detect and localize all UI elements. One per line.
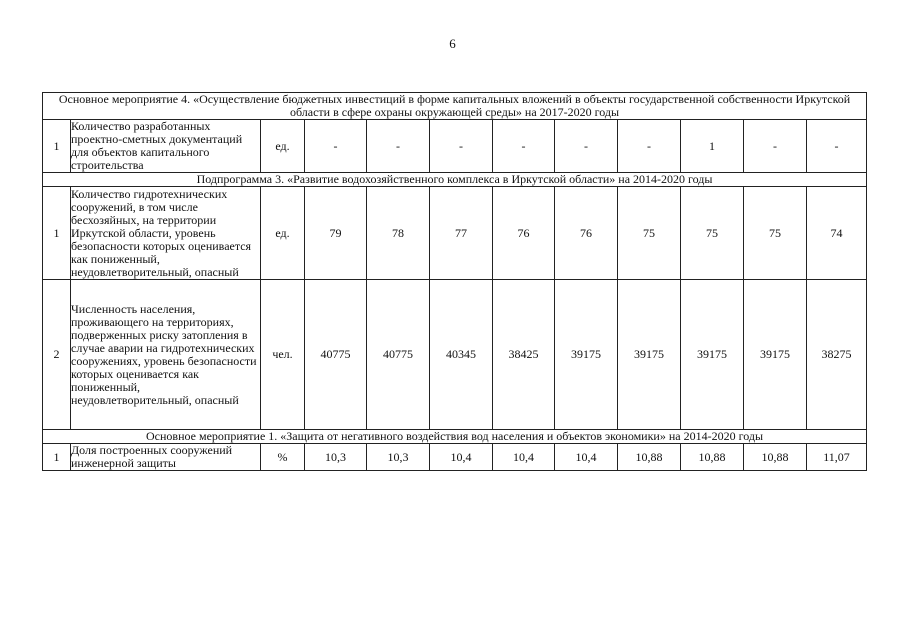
section-heading-row (43, 173, 867, 187)
value-cell: 76 (493, 187, 555, 280)
value-cell: 40775 (305, 280, 367, 430)
value-cell: 75 (618, 187, 681, 280)
value-cell: 76 (555, 187, 618, 280)
value-cell: - (618, 120, 681, 173)
value-cell: 10,4 (555, 444, 618, 471)
section-heading-row (43, 430, 867, 444)
value-cell: - (493, 120, 555, 173)
indicator-name: Количество разработанных проектно-сметных документаций для объектов капитального строительства (71, 120, 261, 173)
section-heading: Подпрограмма 3. «Развитие водохозяйственного комплекса в Иркутской области» на 2014-2020 годы (43, 173, 867, 187)
value-cell: - (430, 120, 493, 173)
value-cell: 40345 (430, 280, 493, 430)
value-cell: - (555, 120, 618, 173)
value-cell: 39175 (681, 280, 744, 430)
section-heading: Основное мероприятие 4. «Осуществление бюджетных инвестиций в форме капитальных вложений в объекты государственной собственности Иркутской области в сфере охраны окружающей среды» на 2017-2020 годы (43, 93, 867, 120)
page-number: 6 (449, 36, 456, 51)
value-cell: - (305, 120, 367, 173)
section-heading: Основное мероприятие 1. «Защита от негативного воздействия вод населения и объектов экономики» на 2014-2020 годы (43, 430, 867, 444)
table-row (43, 444, 867, 471)
value-cell: 39175 (744, 280, 807, 430)
value-cell: 40775 (367, 280, 430, 430)
indicator-name: Доля построенных сооружений инженерной защиты (71, 444, 261, 471)
value-cell: 39175 (555, 280, 618, 430)
value-cell: 10,88 (681, 444, 744, 471)
unit-cell: ед. (261, 120, 305, 173)
table-row (43, 187, 867, 280)
value-cell: 1 (681, 120, 744, 173)
value-cell: 79 (305, 187, 367, 280)
row-number: 1 (43, 187, 71, 280)
value-cell: 78 (367, 187, 430, 280)
value-cell: 75 (744, 187, 807, 280)
value-cell: 10,88 (618, 444, 681, 471)
value-cell: 10,4 (430, 444, 493, 471)
unit-cell: % (261, 444, 305, 471)
row-number: 1 (43, 444, 71, 471)
section-heading-row (43, 93, 867, 120)
value-cell: - (744, 120, 807, 173)
value-cell: 39175 (618, 280, 681, 430)
value-cell: 38275 (807, 280, 867, 430)
indicators-table (42, 92, 867, 471)
indicator-name: Количество гидротехнических сооружений, в том числе бесхозяйных, на территории Иркутской области, уровень безопасности которых оценивается как пониженный, неудовлетворительный, опасный (71, 187, 261, 280)
indicator-name: Численность населения, проживающего на территориях, подверженных риску затопления в случае аварии на гидротехнических сооружениях, уровень безопасности которых оценивается как пониженный, неудовлетворительный, опасный (71, 280, 261, 430)
value-cell: - (807, 120, 867, 173)
value-cell: 77 (430, 187, 493, 280)
value-cell: - (367, 120, 430, 173)
value-cell: 75 (681, 187, 744, 280)
value-cell: 10,88 (744, 444, 807, 471)
value-cell: 10,4 (493, 444, 555, 471)
value-cell: 10,3 (367, 444, 430, 471)
value-cell: 11,07 (807, 444, 867, 471)
unit-cell: ед. (261, 187, 305, 280)
value-cell: 38425 (493, 280, 555, 430)
table-row (43, 280, 867, 430)
unit-cell: чел. (261, 280, 305, 430)
row-number: 1 (43, 120, 71, 173)
value-cell: 10,3 (305, 444, 367, 471)
row-number: 2 (43, 280, 71, 430)
value-cell: 74 (807, 187, 867, 280)
table-row (43, 120, 867, 173)
